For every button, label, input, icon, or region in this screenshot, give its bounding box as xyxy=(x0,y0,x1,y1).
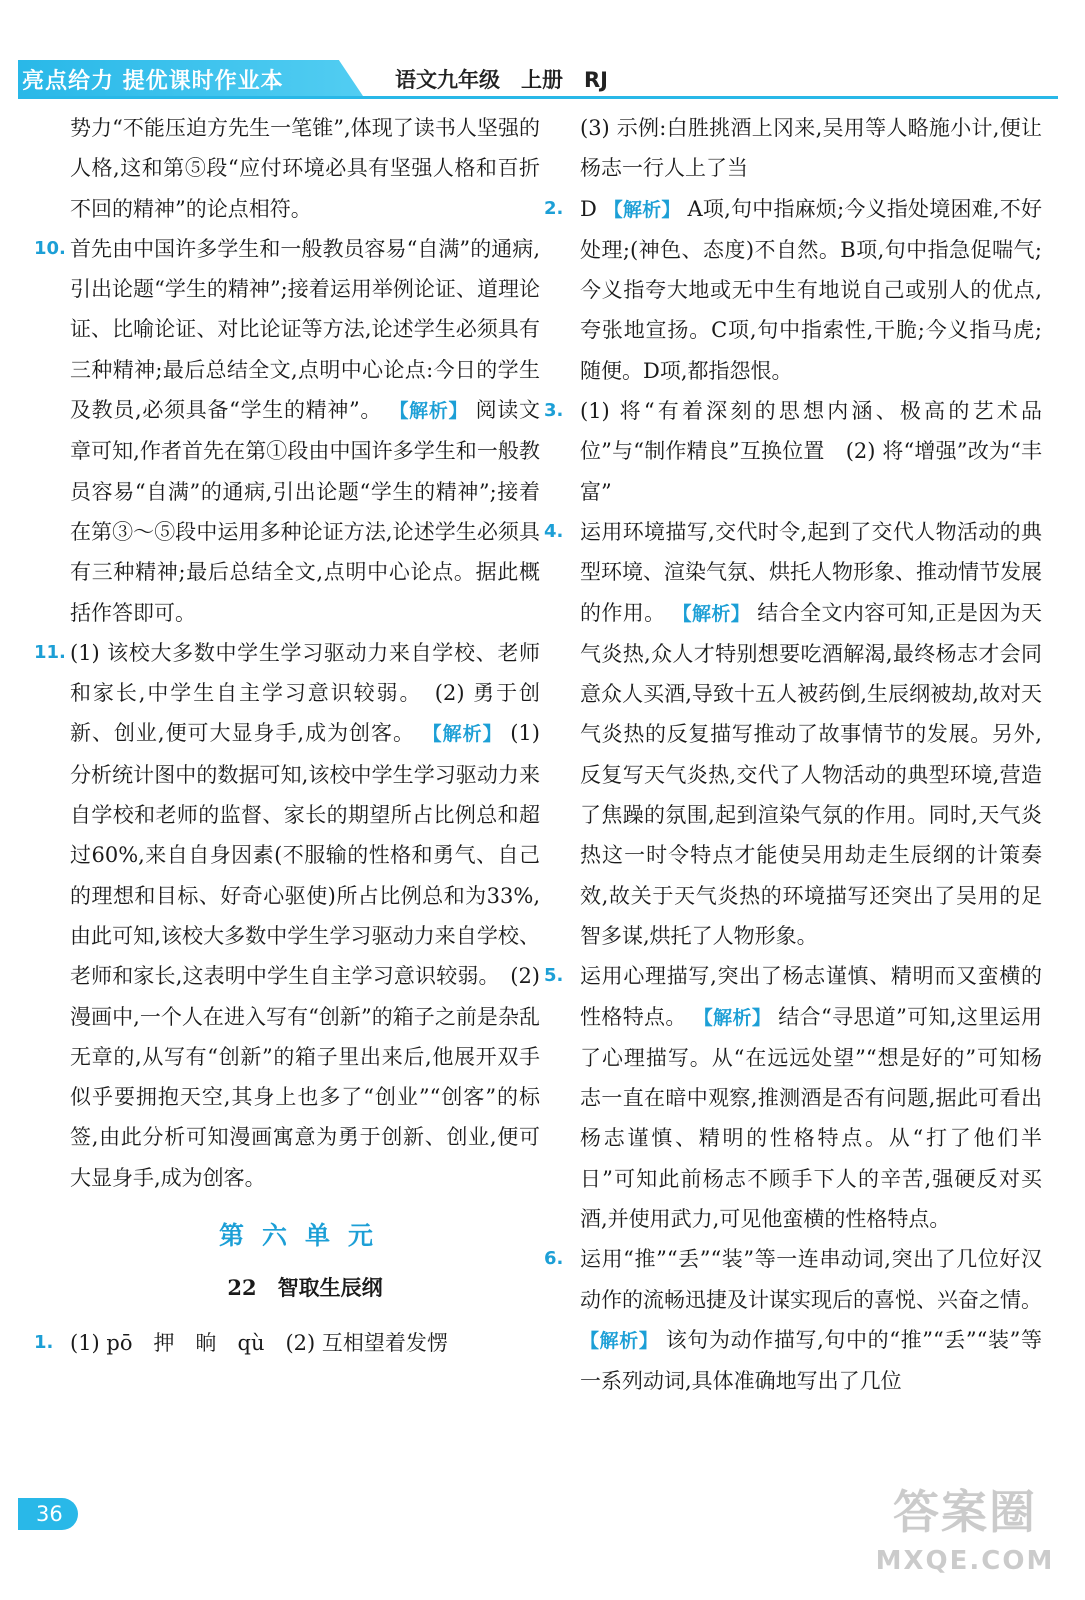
analysis-tag: 【解析】 xyxy=(693,1006,772,1029)
question-4 xyxy=(544,512,1042,956)
analysis-tag: 【解析】 xyxy=(603,198,681,221)
watermark-text: 答案圈 xyxy=(893,1485,1037,1539)
q9-continuation: 势力“不能压迫方先生一笔锥”,体现了读书人坚强的人格,这和第⑤段“应付环境必具有坚强人格和百折不回的精神”的论点相符。 xyxy=(70,116,540,221)
answer-text: D xyxy=(580,196,597,221)
question-11 xyxy=(34,633,540,1198)
analysis-text: 结合“寻思道”可知,这里运用了心理描写。从“在远远处望”“想是好的”可知杨志一直在暗中观察,推测酒是否有问题,据此可看出杨志谨慎、精明的性格特点。从“打了他们半日”可知此前杨志不顾手下人的辛苦,强硬反对买酒,并使用武力,可见他蛮横的性格特点。 xyxy=(580,1004,1042,1232)
question-2 xyxy=(544,189,1043,391)
answer-text: 首先由中国许多学生和一般教员容易“自满”的通病,引出论题“学生的精神”;接着运用举例论证、道理论证、比喻论证、对比论证等方法,论述学生必须具有三种精神;最后总结全文,点明中心论点:今日的学生及教员,必须具备“学生的精神”。 xyxy=(70,236,540,423)
question-1 xyxy=(34,1323,540,1363)
question-5 xyxy=(544,956,1042,1239)
header-divider xyxy=(18,96,1058,99)
analysis-text: (1) 分析统计图中的数据可知,该校中学生学习驱动力来自学校和老师的监督、家长的期望所占比例总和超过60%,来自自身因素(不服输的性格和勇气、自己的理想和目标、好奇心驱使)所占比例总和为33%,由此可知,该校大多数中学生学习驱动力来自学校、老师和家长,这表明中学生自主学习意识较弱。 (2) 漫画中,一个人在进入写有“创新”的箱子之前是杂乱无章的,从写有“创新”的箱子里出来后,他展开双手似乎要拥抱天空,其身上也多了“创业”“创客”的标签,由此分析可知漫画寓意为勇于创新、创业,便可大显身手,成为创客。 xyxy=(70,721,540,1190)
question-number: 2. xyxy=(544,197,564,219)
analysis-text: 结合全文内容可知,正是因为天气炎热,众人才特别想要吃酒解渴,最终杨志才会同意众人买酒,导致十五人被药倒,生辰纲被劫,故对天气炎热的反复描写推动了故事情节的发展。另外,反复写天气炎热,交代了人物活动的典型环境,营造了焦躁的氛围,起到渲染气氛的作用。同时,天气炎热这一时令特点才能使吴用劫走生辰纲的计策奏效,故关于天气炎热的环境描写还突出了吴用的足智多谋,烘托了人物形象。 xyxy=(580,600,1042,948)
analysis-text: A项,句中指麻烦;今义指处境困难,不好处理;(神色、态度)不自然。B项,句中指急促喘气;今义指夸大地或无中生有地说自己或别人的优点,夸张地宣扬。C项,句中指索性,干脆;今义指马虎;随便。D项,都指怨恨。 xyxy=(580,196,1043,383)
answer-text: (1) 该校大多数中学生学习驱动力来自学校、老师和家长,中学生自主学习意识较弱。 (2) 勇于创新、创业,便可大显身手,成为创客。 xyxy=(70,640,540,746)
q1-continuation: (3) 示例:白胜挑酒上冈来,吴用等人略施小计,便让杨志一行人上了当 xyxy=(580,116,1042,181)
analysis-text: 该句为动作描写,句中的“推”“丢”“装”等一系列动词,具体准确地写出了几位 xyxy=(580,1327,1042,1394)
analysis-tag: 【解析】 xyxy=(422,723,503,746)
question-6 xyxy=(544,1239,1042,1401)
question-number: 6. xyxy=(544,1248,564,1270)
answer-text: 运用环境描写,交代时令,起到了交代人物活动的典型环境、渲染气氛、烘托人物形象、推动情节发展的作用。 xyxy=(580,519,1042,625)
lesson-title: 22 智取生辰纲 xyxy=(227,1275,383,1301)
analysis-tag: 【解析】 xyxy=(672,602,751,625)
question-number: 3. xyxy=(544,400,564,422)
subject-title: 语文九年级 上册 RJ xyxy=(395,68,608,92)
answer-text: (1) 将“有着深刻的思想内涵、极高的艺术品位”与“制作精良”互换位置 (2) 将“增强”改为“丰富” xyxy=(580,399,1042,504)
question-number: 5. xyxy=(544,965,564,987)
right-column xyxy=(544,108,1043,1402)
analysis-tag: 【解析】 xyxy=(580,1329,659,1352)
unit-title: 第六单元 xyxy=(218,1221,391,1251)
answer-text: 运用心理描写,突出了杨志谨慎、精明而又蛮横的性格特点。 xyxy=(580,964,1042,1029)
question-number: 10. xyxy=(34,237,66,259)
watermark-logo xyxy=(870,1480,1060,1595)
question-10 xyxy=(34,229,540,633)
analysis-tag: 【解析】 xyxy=(389,400,469,423)
left-column xyxy=(34,108,540,1363)
page-number: 36 xyxy=(18,1498,78,1530)
question-number: 4. xyxy=(544,520,564,542)
answer-text: 运用“推”“丢”“装”等一连串动词,突出了几位好汉动作的流畅迅捷及计谋实现后的喜悦、兴奋之情。 xyxy=(580,1247,1042,1312)
analysis-text: 阅读文章可知,作者首先在第①段由中国许多学生和一般教员容易“自满”的通病,引出论题“学生的精神”;接着在第③～⑤段中运用多种论证方法,论述学生必须具有三种精神;最后总结全文,点明中心论点。据此概括作答即可。 xyxy=(70,398,540,625)
page-header xyxy=(0,0,1085,100)
question-number: 11. xyxy=(34,641,66,663)
question-3 xyxy=(544,391,1042,512)
question-number: 1. xyxy=(34,1331,54,1353)
answer-text: (1) pō 押 晌 qù (2) 互相望着发愣 xyxy=(70,1330,448,1355)
brand-title: 亮点给力 提优课时作业本 xyxy=(22,69,284,94)
watermark-url: MXQE.COM xyxy=(875,1546,1055,1576)
